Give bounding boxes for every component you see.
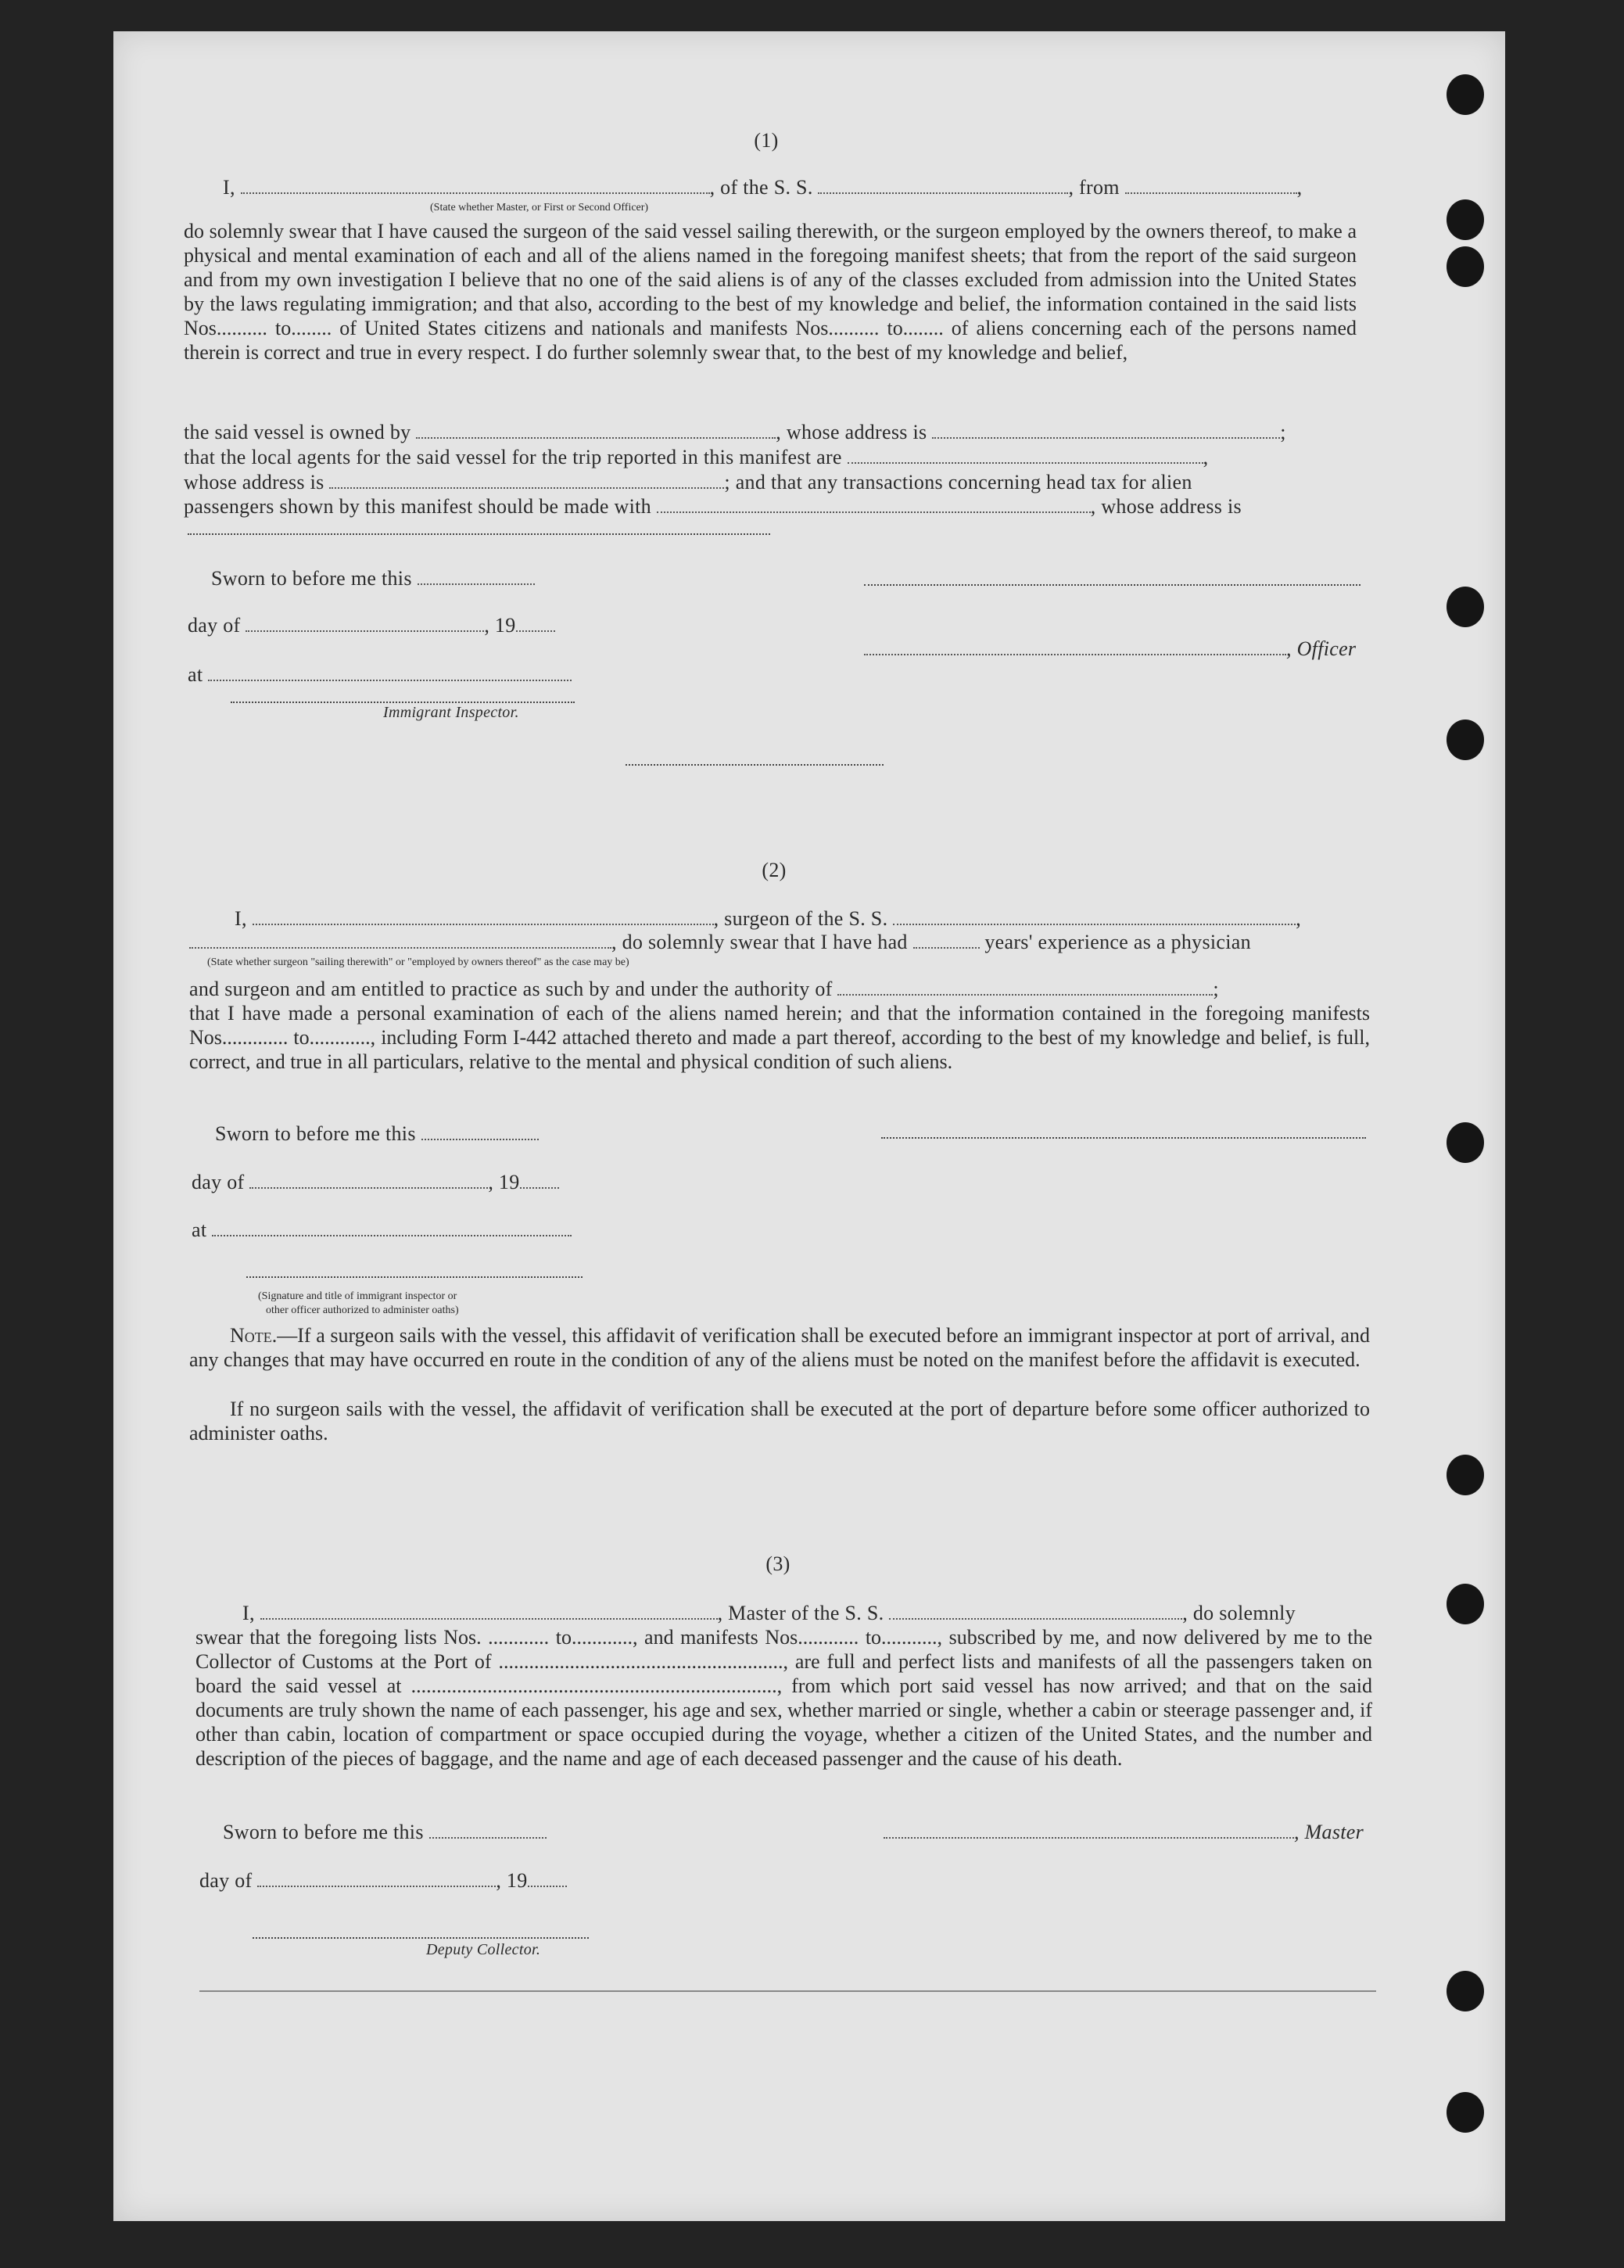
section-divider: [626, 763, 884, 766]
inspector-label: Immigrant Inspector.: [383, 704, 519, 721]
sworn-line: Sworn to before me this: [215, 1122, 539, 1146]
port-from-field[interactable]: [1125, 178, 1297, 194]
head-tax-line: passengers shown by this manifest should be made with , whose address is: [184, 495, 1242, 518]
officer-signature-field[interactable]: [864, 583, 1361, 586]
officer-line: , Officer: [864, 637, 1356, 661]
owner-line: the said vessel is owned by , whose address is ;: [184, 421, 1286, 443]
binder-hole: [1447, 199, 1484, 240]
sworn-day-field[interactable]: [429, 1823, 547, 1839]
document-page: [113, 31, 1505, 2221]
authority-field[interactable]: [837, 980, 1213, 996]
owner-field[interactable]: [416, 423, 776, 439]
bottom-rule: [199, 1990, 1376, 1992]
officer-caption: (State whether Master, or First or Second Officer): [430, 202, 649, 214]
surgeon-status-field[interactable]: [189, 933, 611, 949]
vessel-name-field[interactable]: [818, 178, 1068, 194]
deputy-signature-field[interactable]: [253, 1936, 589, 1939]
surgeon-caption: (State whether surgeon "sailing therewith" or "employed by owners thereof" as the case may be): [207, 956, 629, 968]
agents-field[interactable]: [848, 448, 1203, 464]
at-line: at: [188, 663, 572, 687]
day-month-field[interactable]: [257, 1871, 496, 1887]
official-signature-field[interactable]: [246, 1275, 583, 1278]
examination-paragraph: that I have made a personal examination of each of the aliens named herein; and that the information contained in the foregoing manifests Nos............. to............, including Form I-442 attached thereto and made a part thereof, according to the best of my knowledge and belief, is full, correct, and true in all particulars, relative to the mental and physical condition of such aliens.: [189, 1002, 1370, 1073]
oath-paragraph: do solemnly swear that I have caused the surgeon of the said vessel sailing therewith, or the surgeon employed by the owners thereof, to make a physical and mental examination of each and all of the aliens named in the foregoing manifest sheets; that from the report of the said surgeon and from my own investigation I believe that no one of the said aliens is of any of the classes excluded from admission into the United States by the laws regulating immigration; and that also, according to the best of my knowledge and belief, the information contained in the said lists Nos.......... to........ of United States citizens and nationals and manifests Nos.......... to........ of aliens concerning each of the persons named therein is correct and true in every respect. I do further solemnly swear that, to the best of my knowledge and belief,: [184, 220, 1357, 364]
section-number: (3): [765, 1552, 790, 1575]
at-place-field[interactable]: [212, 1221, 572, 1236]
day-line: day of , 19: [188, 614, 555, 637]
section-number: (1): [754, 129, 779, 152]
master-line: I, , Master of the S. S. , do solemnly: [242, 1602, 1296, 1624]
at-line: at: [192, 1218, 572, 1242]
note-paragraph-2: If no surgeon sails with the vessel, the affidavit of verification shall be executed at the port of departure before some officer authorized to administer oaths.: [189, 1398, 1370, 1444]
sworn-day-field[interactable]: [418, 569, 535, 585]
statement-line: I, , of the S. S. , from ,: [223, 176, 1303, 199]
binder-hole: [1447, 587, 1484, 627]
surgeon-line: I, , surgeon of the S. S. ,: [235, 907, 1301, 930]
master-signature-line: , Master: [884, 1821, 1364, 1844]
deputy-label: Deputy Collector.: [426, 1941, 541, 1958]
surgeon-vessel-field[interactable]: [893, 910, 1296, 925]
inspector-signature-field[interactable]: [231, 700, 575, 703]
binder-hole: [1447, 1971, 1484, 2011]
master-signature-field[interactable]: [884, 1823, 1294, 1839]
at-place-field[interactable]: [208, 666, 572, 681]
binder-hole: [1447, 720, 1484, 760]
day-month-field[interactable]: [249, 1173, 488, 1189]
head-tax-contact-field[interactable]: [657, 497, 1091, 513]
sworn-line: Sworn to before me this: [211, 567, 535, 590]
head-tax-address-field[interactable]: [188, 532, 770, 535]
agents-address-field[interactable]: [329, 473, 724, 489]
agents-address-line: whose address is ; and that any transactions concerning head tax for alien: [184, 471, 1192, 493]
surgeon-experience-line: , do solemnly swear that I have had years' experience as a physician: [189, 931, 1251, 954]
binder-hole: [1447, 1584, 1484, 1624]
sworn-line: Sworn to before me this: [223, 1821, 547, 1844]
signature-caption: other officer authorized to administer oaths): [266, 1304, 459, 1316]
day-line: day of , 19: [192, 1171, 559, 1194]
owner-address-field[interactable]: [932, 423, 1280, 439]
authority-line: and surgeon and am entitled to practice as such by and under the authority of ;: [189, 978, 1219, 1000]
master-name-field[interactable]: [260, 1604, 718, 1620]
binder-hole: [1447, 1455, 1484, 1495]
year-field[interactable]: [520, 1173, 559, 1189]
surgeon-name-field[interactable]: [253, 910, 714, 925]
year-field[interactable]: [516, 616, 555, 632]
officer-title-field[interactable]: [864, 640, 1286, 655]
manifest-paragraph: swear that the foregoing lists Nos. ............ to............, and manifests Nos............ to..........., subscribed by me, and now delivered by me to the Collector of Customs at the Port of ........................................................, are full and perfect lists and manifests of all the passengers taken on board the said vessel at ........................................................................, from which port said vessel has now arrived; and that on the said documents are truly shown the name of each passenger, his age and sex, whether married or single, whether a cabin or steerage passenger and, if other than cabin, location of compartment or space occupied during the voyage, whether a citizen of the United States, and the number and description of the pieces of baggage, and the name and age of each deceased passenger and the cause of his death.: [195, 1626, 1372, 1770]
years-field[interactable]: [913, 933, 980, 949]
note-paragraph: Note.—If a surgeon sails with the vessel, this affidavit of verification shall be executed before an immigrant inspector at port of arrival, and any changes that may have occurred en route in the condition of any of the aliens must be noted on the manifest before the affidavit is executed.: [189, 1324, 1370, 1371]
agents-line: that the local agents for the said vessel for the trip reported in this manifest are ,: [184, 446, 1209, 468]
section-number: (2): [762, 859, 787, 881]
binder-hole: [1447, 246, 1484, 287]
day-month-field[interactable]: [246, 616, 484, 632]
surgeon-signature-field[interactable]: [881, 1136, 1366, 1139]
signature-caption: (Signature and title of immigrant inspector or: [258, 1290, 457, 1302]
binder-hole: [1447, 2092, 1484, 2133]
master-vessel-field[interactable]: [889, 1604, 1182, 1620]
day-line: day of , 19: [199, 1869, 567, 1893]
year-field[interactable]: [528, 1871, 567, 1887]
sworn-day-field[interactable]: [421, 1125, 539, 1140]
binder-hole: [1447, 1122, 1484, 1163]
binder-hole: [1447, 74, 1484, 115]
officer-name-field[interactable]: [241, 178, 710, 194]
